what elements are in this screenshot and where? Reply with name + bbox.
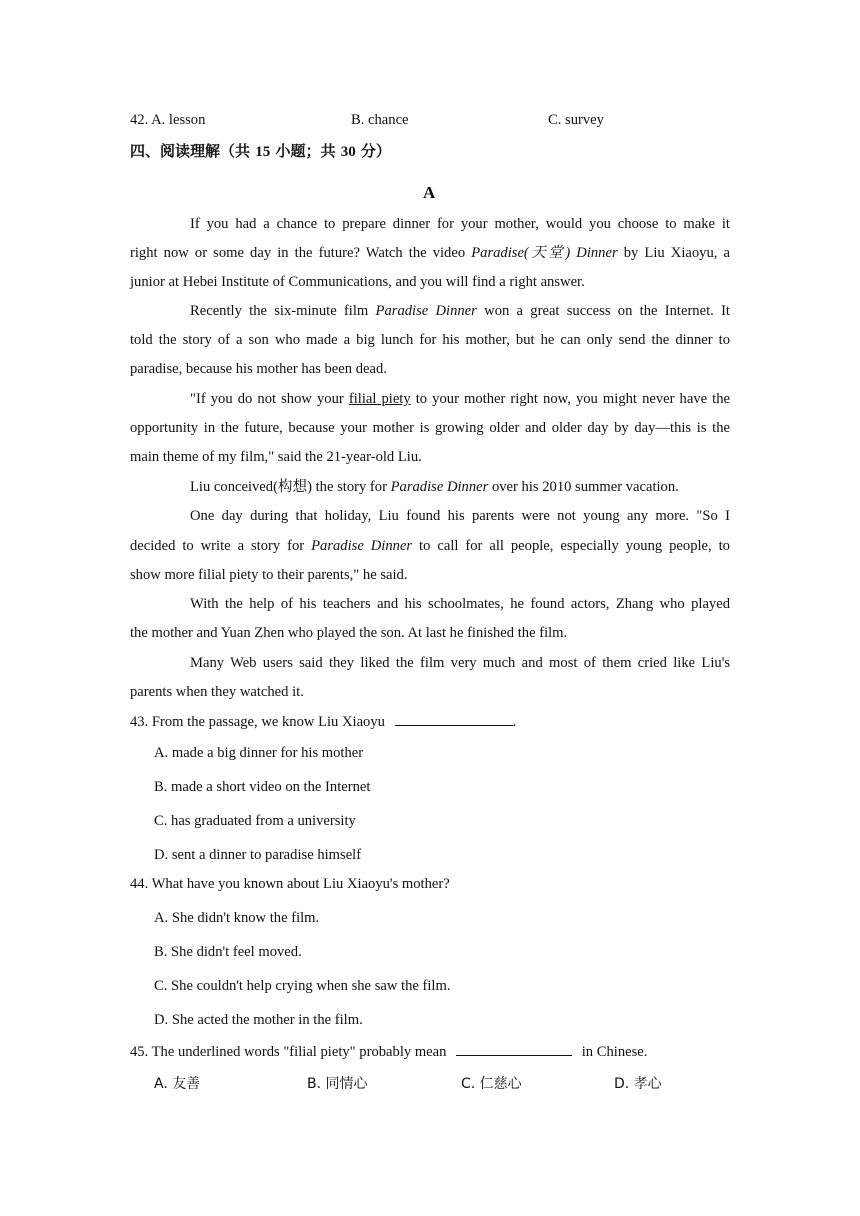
p1-line2-text: right now or some day in the future? Watch the video [130,245,472,261]
q42-option-b: B. chance [351,112,409,128]
p7-line2: parents when they watched it. [130,684,304,700]
p2-line1-text: Recently the six-minute film [190,303,376,319]
q43-option-d: D. sent a dinner to paradise himself [154,847,362,863]
q45-stem [130,1041,647,1061]
p2-line2: told the story of a son who made a big lunch for his mother, but he can only send the dinner to [130,332,730,348]
q43-stem-text: 43. From the passage, we know Liu Xiaoyu [130,714,385,730]
underlined-phrase: filial piety [348,391,411,407]
p6-line2: the mother and Yuan Zhen who played the son. At last he finished the film. [130,625,568,641]
p5-line3: show more filial piety to their parents," he said. [130,567,408,583]
film-title: Paradise Dinner [311,538,413,554]
p3-line1-text: "If you do not show your [190,391,349,407]
p5-line2-text: decided to write a story for [130,538,312,554]
q44-option-a: A. She didn't know the film. [154,910,320,926]
p4-line1-text: Liu conceived(构想) the story for [190,479,391,495]
film-title: Paradise Dinner [390,479,489,495]
answer-blank [395,711,513,726]
p2-line3: paradise, because his mother has been dead. [130,361,387,377]
p4-line1-tail: over his 2010 summer vacation. [488,479,679,495]
q45-option-d: D. 孝心 [614,1076,662,1092]
p6-line1: With the help of his teachers and his schoolmates, he found actors, Zhang who played [190,596,730,612]
answer-blank [456,1041,572,1056]
q45-option-a: A. 友善 [154,1076,201,1092]
q45-option-b: B. 同情心 [307,1076,368,1092]
q44-option-b: B. She didn't feel moved. [154,944,302,960]
q43-stem [130,711,516,731]
p3-line2: opportunity in the future, because your mother is growing older and older day by day—this is the [130,420,730,436]
p7-line1: Many Web users said they liked the film very much and most of them cried like Liu's [190,655,730,671]
q45-stem-text: 45. The underlined words "filial piety" probably mean [130,1044,447,1060]
p1-line2-tail: by Liu Xiaoyu, a [617,245,730,261]
film-title: Paradise(天堂) Dinner [471,245,618,261]
p5-line2 [130,536,730,556]
p5-line1: One day during that holiday, Liu found his parents were not young any more. "So I [190,508,730,524]
section-question-count: 15 [255,144,271,160]
section-heading-prefix: 四、阅读理解（共 [130,142,256,160]
q43-option-c: C. has graduated from a university [154,813,356,829]
section-heading-mid: 小题；共 [270,142,341,160]
section-heading-suffix: 分） [355,142,391,160]
p3-line1-tail: to your mother right now, you might never have the [410,391,731,407]
p1-line3: junior at Hebei Institute of Communications, and you will find a right answer. [130,274,585,290]
p3-line1 [190,389,730,409]
p2-line1-tail: won a great success on the Internet. It [476,303,730,319]
passage-title: A [423,183,436,202]
p1-line1: If you had a chance to prepare dinner for your mother, would you choose to make it [190,216,730,232]
q43-option-a: A. made a big dinner for his mother [154,745,364,761]
q43-stem-end: . [512,714,517,730]
p2-line1 [190,301,730,321]
p4-line1 [190,477,730,497]
p3-line3: main theme of my film," said the 21-year-old Liu. [130,449,422,465]
p5-line2-tail: to call for all people, especially young people, to [412,538,730,554]
q42-option-a: 42. A. lesson [130,112,206,128]
q44-stem: 44. What have you known about Liu Xiaoyu's mother? [130,876,450,892]
film-title: Paradise Dinner [375,303,477,319]
q44-option-d: D. She acted the mother in the film. [154,1012,363,1028]
q45-option-c: C. 仁慈心 [461,1076,522,1092]
p1-line2 [130,243,730,263]
q44-option-c: C. She couldn't help crying when she saw the film. [154,978,451,994]
q42-option-c: C. survey [548,112,604,128]
section-score: 30 [340,144,356,160]
q43-option-b: B. made a short video on the Internet [154,779,371,795]
section-heading [130,140,391,161]
q45-stem-end: in Chinese. [581,1044,648,1060]
